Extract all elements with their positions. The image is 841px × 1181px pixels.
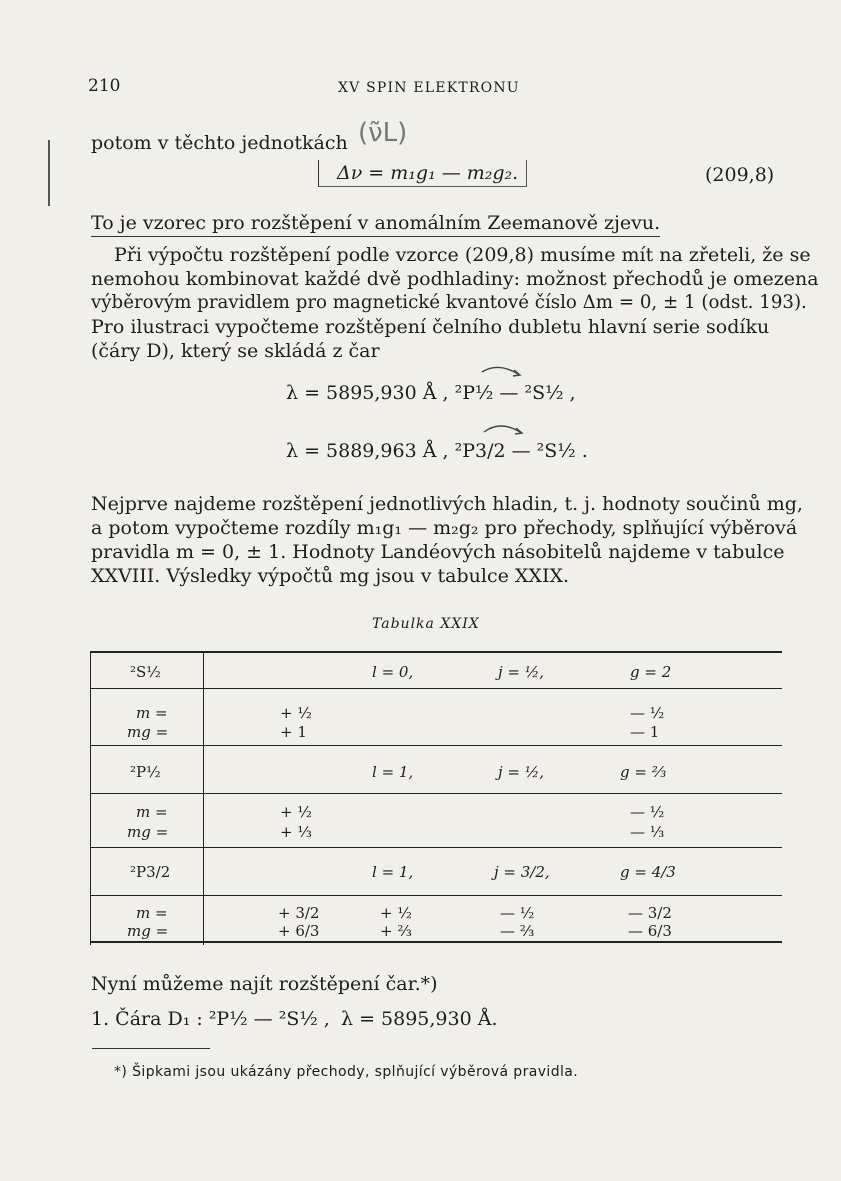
- row-label-m: m =: [136, 704, 168, 722]
- m-value: + 3/2: [278, 904, 320, 922]
- g-value: g = ⅔: [620, 763, 667, 781]
- paragraph-line: XXVIII. Výsledky výpočtů mg jsou v tabulce XXIX.: [91, 565, 570, 587]
- mg-value: — 1: [630, 723, 660, 741]
- g-value: g = 2: [630, 663, 672, 681]
- j-value: j = ½,: [498, 663, 545, 681]
- paragraph-line: (čáry D), který se skládá z čar: [91, 340, 380, 362]
- m-value: — 3/2: [628, 904, 672, 922]
- margin-pencil-mark: [48, 140, 53, 206]
- paragraph-line: výběrovým pravidlem pro magnetické kvantové číslo Δm = 0, ± 1 (odst. 193).: [91, 292, 807, 313]
- m-value: — ½: [630, 704, 665, 722]
- row-label-m: m =: [136, 904, 168, 922]
- row-label-mg: mg =: [127, 723, 169, 741]
- footnote: *) Šipkami jsou ukázány přechody, splňující výběrová pravidla.: [114, 1064, 579, 1080]
- item-lambda: λ = 5895,930 Å.: [341, 1008, 498, 1030]
- m-value: + ½: [280, 803, 312, 821]
- spectral-line-d2: λ = 5889,963 Å , ²P3/2 — ²S½ .: [286, 440, 588, 462]
- page-number: 210: [88, 76, 121, 96]
- paragraph-line: nemohou kombinovat každé dvě podhladiny: možnost přechodů je omezena: [91, 268, 819, 290]
- landé-table: [90, 651, 782, 945]
- g-value: g = 4/3: [620, 863, 676, 881]
- paragraph-line: Při výpočtu rozštěpení podle vzorce (209,8) musíme mít na zřeteli, že se: [114, 244, 811, 266]
- footnote-rule: [92, 1048, 210, 1049]
- j-value: j = ½,: [498, 763, 545, 781]
- equation-number: (209,8): [705, 164, 775, 186]
- row-label-m: m =: [136, 803, 168, 821]
- paragraph-splitting: Nyní můžeme najít rozštěpení čar.*): [91, 973, 438, 995]
- mg-value: + 1: [280, 723, 307, 741]
- mg-value: — ⅓: [630, 823, 665, 841]
- paragraph-line: Nejprve najdeme rozštěpení jednotlivých hladin, t. j. hodnoty součinů mg,: [91, 493, 803, 515]
- mg-value: — 6/3: [628, 922, 672, 940]
- running-head: XV SPIN ELEKTRONU: [338, 80, 520, 96]
- m-value: + ½: [280, 704, 312, 722]
- pencil-annotation: (ν̃L): [358, 118, 408, 148]
- spectral-line-d1: λ = 5895,930 Å , ²P½ — ²S½ ,: [286, 382, 576, 404]
- term-label: ²P½: [130, 763, 161, 781]
- item-line-d1: 1. Čára D₁ : ²P½ — ²S½ ,: [91, 1008, 330, 1030]
- paragraph-line: pravidla m = 0, ± 1. Hodnoty Landéových násobitelů najdeme v tabulce: [91, 541, 785, 563]
- l-value: l = 1,: [372, 763, 414, 781]
- mg-value: + ⅓: [280, 823, 312, 841]
- paragraph-line: Pro ilustraci vypočteme rozštěpení čelního dubletu hlavní serie sodíku: [91, 316, 770, 338]
- term-label: ²P3/2: [130, 863, 171, 881]
- intro-line: potom v těchto jednotkách: [91, 132, 348, 154]
- j-value: j = 3/2,: [494, 863, 550, 881]
- paragraph-line: a potom vypočteme rozdíly m₁g₁ — m₂g₂ pro přechody, splňující výběrová: [91, 517, 798, 539]
- mg-value: + 6/3: [278, 922, 320, 940]
- row-label-mg: mg =: [127, 922, 169, 940]
- mg-value: + ⅔: [380, 922, 412, 940]
- term-label: ²S½: [130, 663, 161, 681]
- paragraph-anomalous-zeeman: To je vzorec pro rozštěpení v anomálním Zeemanově zjevu.: [91, 211, 660, 237]
- transition-arrows: [478, 360, 538, 450]
- m-value: — ½: [500, 904, 535, 922]
- l-value: l = 0,: [372, 663, 414, 681]
- row-label-mg: mg =: [127, 823, 169, 841]
- m-value: + ½: [380, 904, 412, 922]
- table-caption: Tabulka XXIX: [372, 616, 480, 632]
- l-value: l = 1,: [372, 863, 414, 881]
- equation-209-8: Δν = m₁g₁ — m₂g₂.: [318, 160, 527, 187]
- m-value: — ½: [630, 803, 665, 821]
- mg-value: — ⅔: [500, 922, 535, 940]
